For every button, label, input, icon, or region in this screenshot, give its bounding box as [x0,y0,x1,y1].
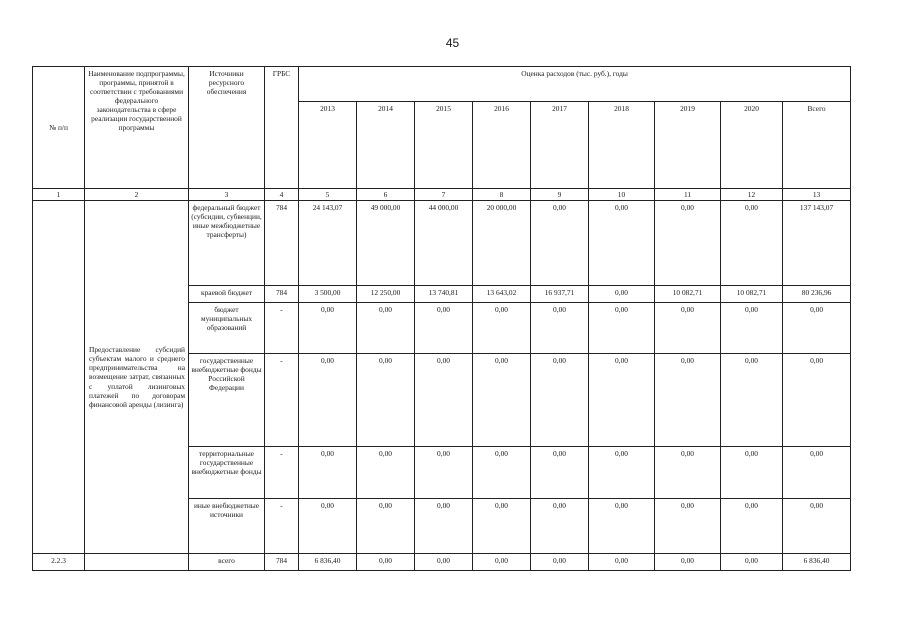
value-cell: 0,00 [655,499,721,554]
value-cell: 0,00 [299,499,357,554]
value-cell: 6 836,40 [299,554,357,571]
source-cell: краевой бюджет [189,286,265,303]
value-cell: 0,00 [357,554,415,571]
value-cell: 0,00 [415,499,473,554]
value-cell: 10 082,71 [655,286,721,303]
value-cell: 0,00 [655,201,721,286]
value-cell: 0,00 [299,354,357,447]
value-cell: 0,00 [415,447,473,499]
value-cell: 6 836,40 [783,554,851,571]
value-cell: 0,00 [415,354,473,447]
value-cell: 0,00 [415,303,473,354]
value-cell: 0,00 [721,447,783,499]
table-row-total [33,554,851,571]
value-cell: 0,00 [473,447,531,499]
column-number: 1 [33,189,85,201]
year-header: 2020 [721,102,783,189]
column-number: 6 [357,189,415,201]
value-cell: 0,00 [299,303,357,354]
value-cell: 0,00 [357,303,415,354]
column-number: 3 [189,189,265,201]
page-number: 45 [445,36,460,50]
value-cell: 0,00 [531,447,589,499]
program-name-cell: Предоставление субсидий субъектам малого и среднего предпринимательства на возмещение затрат, связанных с уплатой лизинговых платежей по договорам финансовой аренды (лизинга) [85,201,189,554]
value-cell: 12 250,00 [357,286,415,303]
column-number: 12 [721,189,783,201]
year-header: 2017 [531,102,589,189]
value-cell: 16 937,71 [531,286,589,303]
value-cell: 0,00 [783,303,851,354]
year-header: 2015 [415,102,473,189]
value-cell: 44 000,00 [415,201,473,286]
value-cell: 49 000,00 [357,201,415,286]
value-cell: 0,00 [473,554,531,571]
value-cell: 0,00 [589,447,655,499]
value-cell: 0,00 [783,447,851,499]
source-cell: всего [189,554,265,571]
value-cell: 0,00 [589,499,655,554]
row-number-cell: 2.2.3 [33,554,85,571]
value-cell: 137 143,07 [783,201,851,286]
header-grbs: ГРБС [265,67,299,189]
total-header: Всего [783,102,851,189]
column-number: 9 [531,189,589,201]
column-number: 7 [415,189,473,201]
budget-table [32,66,851,571]
value-cell: 0,00 [415,554,473,571]
grbs-cell: 784 [265,201,299,286]
value-cell: 0,00 [357,354,415,447]
value-cell: 0,00 [721,201,783,286]
value-cell: 0,00 [531,554,589,571]
value-cell: 0,00 [531,499,589,554]
value-cell: 0,00 [589,354,655,447]
source-cell: иные внебюджетные источники [189,499,265,554]
header-num: № п/п [33,67,85,189]
header-source: Источники ресурсного обеспечения [189,67,265,189]
table-row [33,201,851,286]
value-cell: 0,00 [721,554,783,571]
year-header: 2013 [299,102,357,189]
header-name: Наименование подпрограммы, программы, принятой в соответствии с требованиями федерального законодательства в сфере реализации государственной программы [85,67,189,189]
year-header: 2019 [655,102,721,189]
value-cell: 0,00 [531,354,589,447]
grbs-cell: 784 [265,554,299,571]
value-cell: 0,00 [721,303,783,354]
header-estimate: Оценка расходов (тыс. руб.), годы [299,67,851,102]
value-cell: 13 643,02 [473,286,531,303]
value-cell: 0,00 [589,303,655,354]
row-number-cell [33,201,85,554]
value-cell: 0,00 [357,499,415,554]
grbs-cell: - [265,354,299,447]
source-cell: федеральный бюджет (субсидии, субвенции, иные межбюджетные трансферты) [189,201,265,286]
value-cell: 10 082,71 [721,286,783,303]
value-cell: 0,00 [783,354,851,447]
value-cell: 0,00 [721,354,783,447]
source-cell: государственные внебюджетные фонды Российской Федерации [189,354,265,447]
source-cell: бюджет муниципальных образований [189,303,265,354]
year-header: 2014 [357,102,415,189]
value-cell: 13 740,81 [415,286,473,303]
column-number: 4 [265,189,299,201]
column-number: 8 [473,189,531,201]
year-header: 2016 [473,102,531,189]
grbs-cell: 784 [265,286,299,303]
value-cell: 0,00 [589,201,655,286]
program-name-cell [85,554,189,571]
value-cell: 0,00 [473,303,531,354]
value-cell: 0,00 [473,499,531,554]
value-cell: 20 000,00 [473,201,531,286]
value-cell: 0,00 [531,303,589,354]
value-cell: 0,00 [589,286,655,303]
grbs-cell: - [265,499,299,554]
grbs-cell: - [265,303,299,354]
year-header: 2018 [589,102,655,189]
value-cell: 80 236,96 [783,286,851,303]
value-cell: 0,00 [473,354,531,447]
value-cell: 0,00 [589,554,655,571]
value-cell: 0,00 [531,201,589,286]
value-cell: 0,00 [299,447,357,499]
column-number: 5 [299,189,357,201]
column-number: 10 [589,189,655,201]
grbs-cell: - [265,447,299,499]
value-cell: 0,00 [655,554,721,571]
value-cell: 0,00 [721,499,783,554]
column-number-row [33,189,851,201]
value-cell: 0,00 [655,303,721,354]
column-number: 11 [655,189,721,201]
source-cell: территориальные государственные внебюджетные фонды [189,447,265,499]
value-cell: 24 143,07 [299,201,357,286]
value-cell: 0,00 [655,447,721,499]
column-number: 2 [85,189,189,201]
value-cell: 3 500,00 [299,286,357,303]
column-number: 13 [783,189,851,201]
value-cell: 0,00 [655,354,721,447]
value-cell: 0,00 [357,447,415,499]
value-cell: 0,00 [783,499,851,554]
header-row-1 [33,67,851,102]
